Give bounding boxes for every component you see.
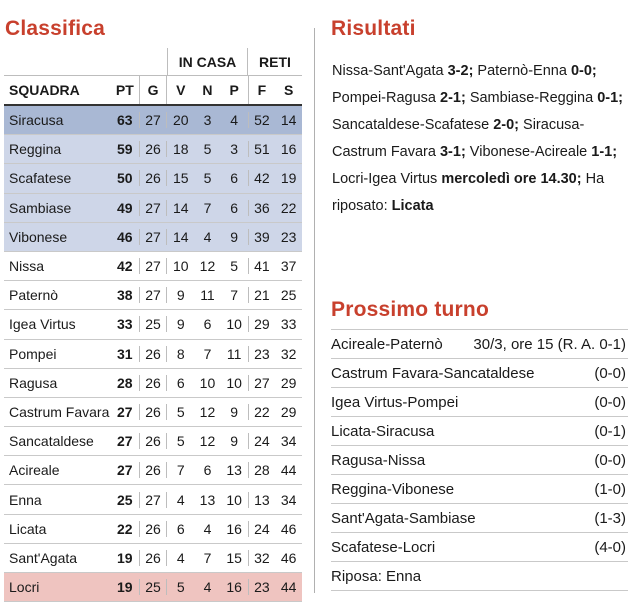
cell-g: 27 bbox=[140, 112, 168, 128]
cell-n: 4 bbox=[203, 520, 212, 537]
fixture-note: (1-0) bbox=[594, 480, 626, 498]
col-header-pt: PT bbox=[111, 76, 140, 104]
cell-pt: 27 bbox=[111, 404, 140, 420]
cell-v: 4 bbox=[176, 491, 185, 508]
cell-v: 9 bbox=[176, 287, 185, 304]
cell-p: 6 bbox=[221, 200, 249, 216]
table-row bbox=[4, 310, 302, 339]
cell-team: Siracusa bbox=[9, 112, 64, 129]
cell-n: 12 bbox=[199, 433, 216, 450]
cell-s: 34 bbox=[280, 491, 297, 508]
cell-p: 5 bbox=[221, 258, 249, 274]
cell-team: Licata bbox=[9, 520, 47, 537]
fixture-match: Acireale-Paternò bbox=[331, 335, 443, 353]
result-score: 2-0; bbox=[493, 117, 520, 133]
cell-p: 15 bbox=[221, 550, 249, 566]
cell-f: 13 bbox=[254, 491, 270, 508]
cell-p: 13 bbox=[221, 462, 249, 478]
cell-g: 27 bbox=[140, 492, 168, 508]
cell-pt: 19 bbox=[111, 550, 140, 566]
cell-s: 19 bbox=[280, 170, 297, 187]
standings-title: Classifica bbox=[5, 17, 106, 40]
cell-n: 6 bbox=[203, 316, 212, 333]
cell-n: 5 bbox=[203, 170, 212, 187]
cell-s: 37 bbox=[280, 258, 297, 275]
col-header-n: N bbox=[202, 82, 213, 98]
cell-n: 10 bbox=[199, 374, 216, 391]
result-text-segment: Siracusa-Castrum Favara bbox=[332, 117, 585, 160]
cell-team: Scafatese bbox=[9, 170, 72, 187]
result-text-segment: Locri-Igea Virtus bbox=[332, 171, 442, 187]
cell-p: 10 bbox=[221, 375, 249, 391]
cell-v: 6 bbox=[176, 374, 185, 391]
cell-pt: 50 bbox=[111, 170, 140, 186]
cell-n: 6 bbox=[203, 462, 212, 479]
cell-f: 29 bbox=[254, 316, 270, 333]
cell-g: 26 bbox=[140, 550, 168, 566]
col-header-p: P bbox=[221, 76, 249, 104]
fixture-match: Igea Virtus-Pompei bbox=[331, 393, 459, 411]
table-row bbox=[4, 485, 302, 514]
cell-f: 22 bbox=[254, 403, 270, 420]
table-row bbox=[4, 369, 302, 398]
cell-team: Vibonese bbox=[9, 228, 68, 245]
cell-n: 7 bbox=[203, 345, 212, 362]
table-row bbox=[4, 544, 302, 573]
cell-s: 34 bbox=[280, 433, 297, 450]
col-header-g: G bbox=[140, 76, 168, 104]
cell-p: 10 bbox=[221, 492, 249, 508]
cell-team: Nissa bbox=[9, 258, 45, 275]
cell-g: 25 bbox=[140, 316, 168, 332]
cell-p: 6 bbox=[221, 170, 249, 186]
cell-s: 29 bbox=[280, 403, 297, 420]
next-round-list bbox=[331, 329, 628, 591]
cell-v: 14 bbox=[172, 228, 189, 245]
cell-n: 4 bbox=[203, 228, 212, 245]
cell-g: 26 bbox=[140, 375, 168, 391]
col-header-v: V bbox=[176, 82, 186, 98]
cell-g: 26 bbox=[140, 346, 168, 362]
cell-team: Ragusa bbox=[9, 374, 58, 391]
cell-v: 5 bbox=[176, 433, 185, 450]
cell-f: 24 bbox=[254, 520, 270, 537]
fixture-row bbox=[331, 446, 628, 475]
table-row bbox=[4, 252, 302, 281]
results-title: Risultati bbox=[331, 17, 416, 40]
result-text-segment: Sancataldese-Scafatese bbox=[332, 117, 494, 133]
result-score: 0-1; bbox=[597, 90, 623, 106]
fixture-row bbox=[331, 533, 628, 562]
cell-n: 12 bbox=[199, 258, 216, 275]
cell-s: 46 bbox=[280, 549, 297, 566]
result-text-segment: Pompei-Ragusa bbox=[332, 90, 440, 106]
cell-g: 26 bbox=[140, 462, 168, 478]
cell-s: 22 bbox=[280, 199, 297, 216]
cell-n: 11 bbox=[200, 287, 215, 304]
result-score: 2-1; bbox=[440, 90, 466, 106]
cell-f: 39 bbox=[254, 228, 270, 245]
cell-v: 8 bbox=[176, 345, 185, 362]
fixture-note: (1-3) bbox=[594, 509, 626, 527]
cell-team: Sancataldese bbox=[9, 433, 94, 450]
cell-team: Igea Virtus bbox=[9, 316, 76, 333]
fixture-match: Reggina-Vibonese bbox=[331, 480, 455, 498]
cell-f: 41 bbox=[254, 258, 270, 275]
cell-s: 44 bbox=[280, 579, 297, 596]
results-text bbox=[332, 58, 632, 220]
cell-p: 3 bbox=[221, 141, 249, 157]
cell-g: 27 bbox=[140, 287, 168, 303]
cell-n: 3 bbox=[203, 112, 212, 129]
fixture-row bbox=[331, 504, 628, 533]
cell-p: 4 bbox=[221, 112, 249, 128]
cell-team: Sambiase bbox=[9, 199, 72, 216]
result-text-segment: Sambiase-Reggina bbox=[465, 90, 598, 106]
cell-g: 26 bbox=[140, 521, 168, 537]
result-text-segment: Vibonese-Acireale bbox=[465, 144, 592, 160]
cell-f: 23 bbox=[254, 345, 270, 362]
result-text-segment: Paternò-Enna bbox=[473, 63, 571, 79]
result-score: mercoledì ore 14.30; bbox=[441, 171, 582, 187]
cell-pt: 46 bbox=[111, 229, 140, 245]
table-row bbox=[4, 398, 302, 427]
fixture-note: (0-1) bbox=[594, 422, 626, 440]
cell-s: 46 bbox=[280, 520, 297, 537]
cell-n: 4 bbox=[203, 579, 212, 596]
cell-team: Castrum Favara bbox=[9, 403, 110, 420]
cell-s: 29 bbox=[280, 374, 297, 391]
cell-pt: 25 bbox=[111, 492, 140, 508]
cell-f: 28 bbox=[254, 462, 270, 479]
fixture-match: Riposa: Enna bbox=[331, 567, 422, 585]
cell-f: 52 bbox=[254, 112, 270, 129]
cell-s: 14 bbox=[280, 112, 297, 129]
fixture-note: (0-0) bbox=[594, 393, 626, 411]
cell-team: Sant'Agata bbox=[9, 549, 78, 566]
cell-g: 26 bbox=[140, 141, 168, 157]
fixture-note: (0-0) bbox=[594, 451, 626, 469]
table-group-header bbox=[4, 48, 302, 76]
fixture-note: 30/3, ore 15 (R. A. 0-1) bbox=[473, 335, 626, 353]
cell-g: 25 bbox=[140, 579, 168, 595]
cell-f: 24 bbox=[254, 433, 270, 450]
table-row bbox=[4, 223, 302, 252]
cell-team: Locri bbox=[9, 579, 40, 596]
result-score: 3-1; bbox=[439, 144, 466, 160]
cell-s: 23 bbox=[280, 228, 297, 245]
cell-f: 27 bbox=[254, 374, 270, 391]
cell-g: 27 bbox=[140, 229, 168, 245]
result-score: 1-1; bbox=[591, 144, 618, 160]
cell-team: Reggina bbox=[9, 141, 62, 158]
cell-v: 4 bbox=[176, 549, 185, 566]
cell-p: 10 bbox=[221, 316, 249, 332]
cell-n: 12 bbox=[199, 403, 216, 420]
col-header-s: S bbox=[283, 82, 294, 98]
cell-pt: 33 bbox=[111, 316, 140, 332]
fixture-match: Sant'Agata-Sambiase bbox=[331, 509, 476, 527]
home-group-label: IN CASA bbox=[167, 48, 248, 75]
cell-pt: 19 bbox=[111, 579, 140, 595]
cell-pt: 38 bbox=[111, 287, 140, 303]
cell-p: 7 bbox=[221, 287, 249, 303]
cell-pt: 22 bbox=[111, 521, 140, 537]
cell-n: 7 bbox=[203, 199, 212, 216]
cell-f: 23 bbox=[254, 579, 270, 596]
fixture-match: Scafatese-Locri bbox=[331, 538, 436, 556]
cell-v: 18 bbox=[172, 141, 189, 158]
cell-g: 27 bbox=[140, 258, 168, 274]
cell-v: 15 bbox=[172, 170, 189, 187]
fixture-row bbox=[331, 417, 628, 446]
fixture-row bbox=[331, 388, 628, 417]
cell-f: 42 bbox=[254, 170, 270, 187]
fixture-row bbox=[331, 475, 628, 504]
cell-pt: 27 bbox=[111, 462, 140, 478]
cell-pt: 42 bbox=[111, 258, 140, 274]
cell-pt: 63 bbox=[111, 112, 140, 128]
result-score: 0-0; bbox=[570, 63, 597, 79]
cell-pt: 49 bbox=[111, 200, 140, 216]
cell-g: 26 bbox=[140, 433, 168, 449]
result-text-segment: Ha riposato: bbox=[332, 171, 605, 214]
cell-team: Enna bbox=[9, 491, 42, 508]
cell-team: Acireale bbox=[9, 462, 60, 479]
cell-g: 27 bbox=[140, 200, 168, 216]
table-row bbox=[4, 340, 302, 369]
cell-team: Pompei bbox=[9, 345, 57, 362]
fixture-row bbox=[331, 359, 628, 388]
cell-v: 9 bbox=[176, 316, 185, 333]
table-row bbox=[4, 106, 302, 135]
cell-f: 32 bbox=[254, 549, 270, 566]
table-row bbox=[4, 427, 302, 456]
cell-team: Paternò bbox=[9, 287, 59, 304]
cell-f: 51 bbox=[254, 141, 270, 158]
cell-p: 16 bbox=[221, 579, 249, 595]
next-round-title: Prossimo turno bbox=[331, 298, 489, 321]
cell-p: 11 bbox=[221, 346, 249, 362]
cell-v: 5 bbox=[176, 403, 185, 420]
cell-s: 33 bbox=[280, 316, 297, 333]
table-body bbox=[4, 106, 302, 602]
table-row bbox=[4, 573, 302, 602]
fixture-match: Castrum Favara-Sancataldese bbox=[331, 364, 535, 382]
cell-v: 5 bbox=[176, 579, 185, 596]
cell-n: 5 bbox=[203, 141, 212, 158]
cell-g: 26 bbox=[140, 404, 168, 420]
cell-f: 36 bbox=[254, 199, 270, 216]
goals-group-label: RETI bbox=[259, 53, 291, 70]
cell-s: 32 bbox=[280, 345, 297, 362]
cell-v: 20 bbox=[172, 112, 189, 129]
col-header-team: SQUADRA bbox=[9, 82, 80, 98]
table-row bbox=[4, 164, 302, 193]
column-divider bbox=[314, 28, 315, 593]
cell-pt: 59 bbox=[111, 141, 140, 157]
fixture-match: Licata-Siracusa bbox=[331, 422, 435, 440]
result-score: Licata bbox=[391, 198, 434, 214]
result-text-segment: Nissa-Sant'Agata bbox=[332, 63, 448, 79]
cell-pt: 31 bbox=[111, 346, 140, 362]
table-row bbox=[4, 456, 302, 485]
table-row bbox=[4, 515, 302, 544]
cell-p: 9 bbox=[221, 433, 249, 449]
standings-table bbox=[4, 48, 302, 602]
cell-v: 10 bbox=[172, 258, 189, 275]
cell-v: 7 bbox=[176, 462, 185, 479]
cell-pt: 28 bbox=[111, 375, 140, 391]
cell-p: 16 bbox=[221, 521, 249, 537]
cell-pt: 27 bbox=[111, 433, 140, 449]
cell-g: 26 bbox=[140, 170, 168, 186]
cell-s: 16 bbox=[280, 141, 297, 158]
result-score: 3-2; bbox=[447, 63, 474, 79]
cell-s: 44 bbox=[280, 462, 297, 479]
fixture-note: (0-0) bbox=[594, 364, 626, 382]
table-row bbox=[4, 194, 302, 223]
cell-s: 25 bbox=[280, 287, 297, 304]
col-header-f: F bbox=[257, 82, 267, 98]
cell-n: 7 bbox=[203, 549, 212, 566]
cell-n: 13 bbox=[199, 491, 216, 508]
cell-f: 21 bbox=[254, 287, 270, 304]
table-row bbox=[4, 281, 302, 310]
table-column-header bbox=[4, 76, 302, 106]
cell-v: 14 bbox=[172, 199, 189, 216]
fixture-match: Ragusa-Nissa bbox=[331, 451, 426, 469]
fixture-note: (4-0) bbox=[594, 538, 626, 556]
cell-p: 9 bbox=[221, 229, 249, 245]
cell-v: 6 bbox=[176, 520, 185, 537]
fixture-row bbox=[331, 562, 628, 591]
cell-p: 9 bbox=[221, 404, 249, 420]
table-row bbox=[4, 135, 302, 164]
fixture-row bbox=[331, 329, 628, 359]
